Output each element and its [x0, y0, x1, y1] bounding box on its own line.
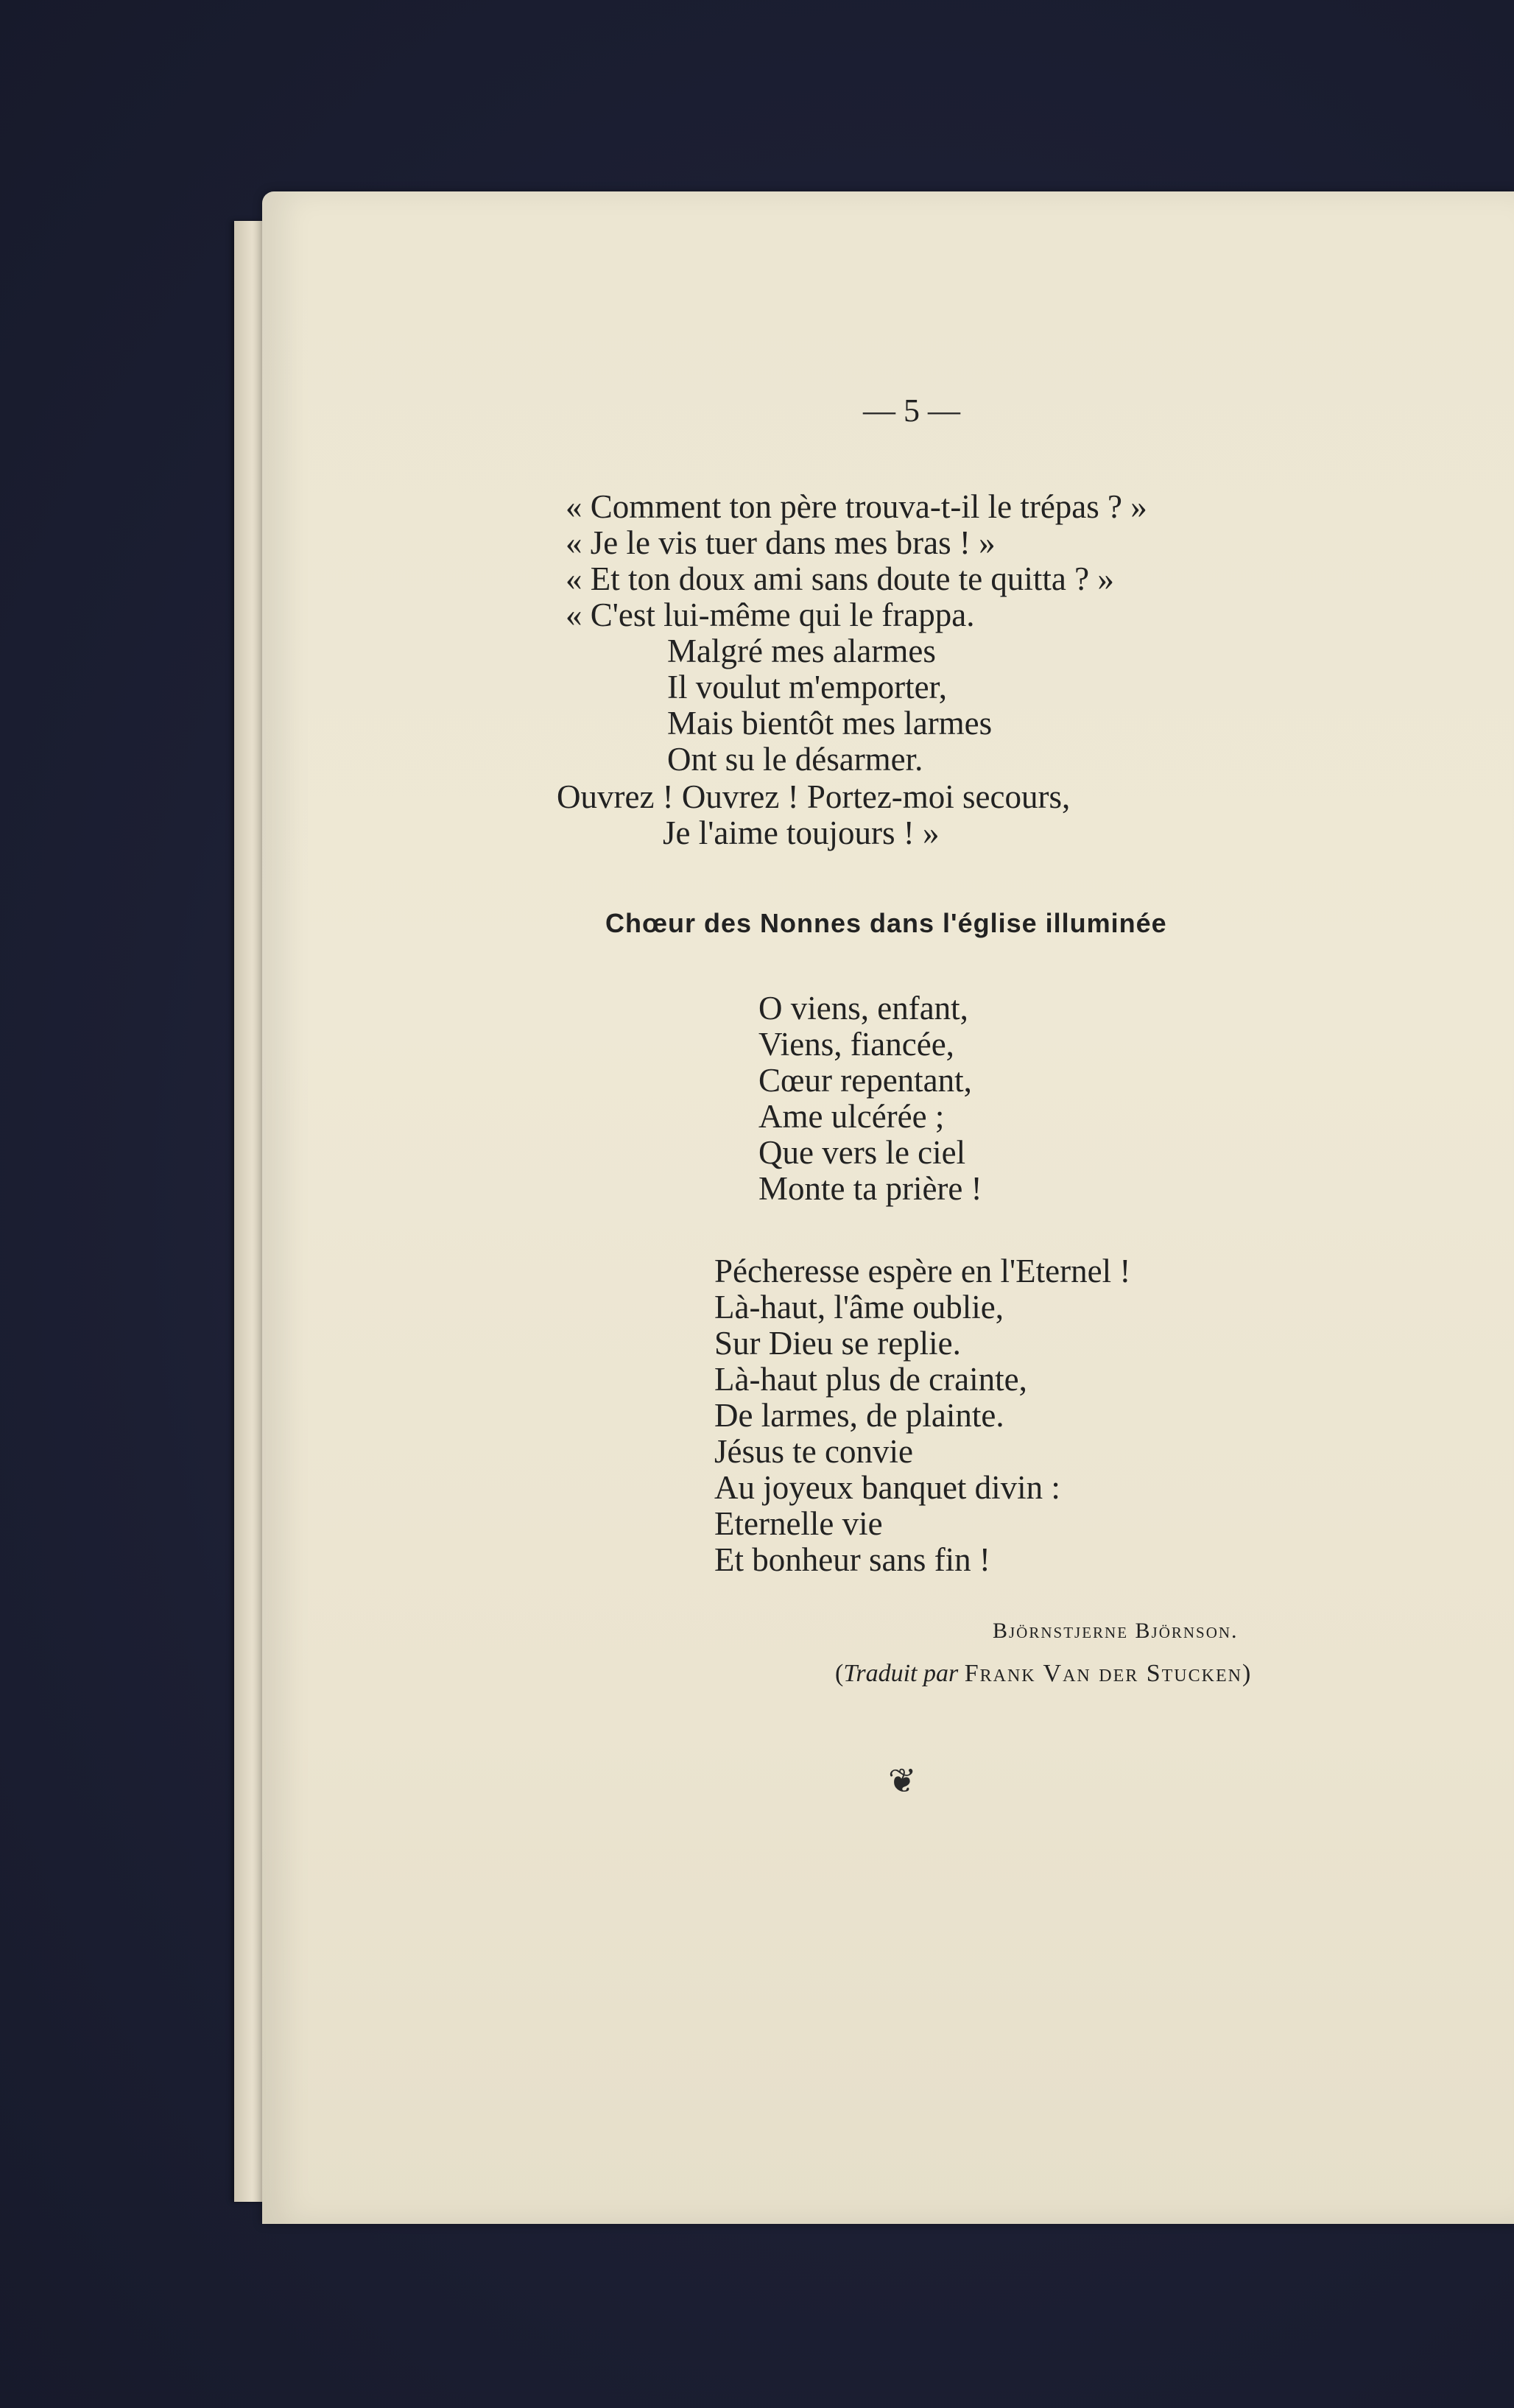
verse-line: Ouvrez ! Ouvrez ! Portez-moi secours, [557, 778, 1071, 815]
verse-line: Viens, fiancée, [758, 1026, 954, 1063]
verse-line: Eternelle vie [714, 1505, 883, 1542]
verse-line: « Et ton doux ami sans doute te quitta ? » [566, 560, 1114, 597]
author-name: Björnstjerne Björnson. [993, 1619, 1239, 1643]
verse-line: Malgré mes alarmes [667, 633, 936, 669]
translated-by-label: Traduit par [843, 1660, 959, 1687]
verse-line: Pécheresse espère en l'Eternel ! [714, 1253, 1131, 1289]
verse-line: Jésus te convie [714, 1433, 913, 1470]
translator-name: Frank Van der Stucken [964, 1660, 1242, 1687]
verse-line: « C'est lui-même qui le frappa. [566, 596, 975, 633]
verse-line: Ame ulcérée ; [758, 1098, 945, 1135]
translator-credit: (Traduit par Frank Van der Stucken) [835, 1660, 1251, 1687]
page-number: — 5 — [863, 392, 960, 429]
verse-line: Au joyeux banquet divin : [714, 1469, 1060, 1506]
section-heading: Chœur des Nonnes dans l'église illuminée [605, 908, 1167, 938]
fleuron-ornament-icon: ❦ [888, 1762, 917, 1800]
verse-line: Sur Dieu se replie. [714, 1325, 961, 1362]
verse-line: Là-haut, l'âme oublie, [714, 1289, 1004, 1326]
verse-line: Monte ta prière ! [758, 1170, 982, 1207]
page-edges [234, 221, 264, 2202]
verse-line: Mais bientôt mes larmes [667, 705, 993, 742]
verse-line: Que vers le ciel [758, 1134, 966, 1171]
verse-line: Et bonheur sans fin ! [714, 1541, 990, 1578]
verse-line: « Je le vis tuer dans mes bras ! » [566, 524, 996, 561]
verse-line: Il voulut m'emporter, [667, 669, 947, 705]
verse-line: « Comment ton père trouva-t-il le trépas ? » [566, 488, 1147, 525]
verse-line: O viens, enfant, [758, 990, 968, 1027]
verse-line: Je l'aime toujours ! » [663, 814, 940, 851]
verse-line: Là-haut plus de crainte, [714, 1361, 1027, 1398]
verse-line: Ont su le désarmer. [667, 741, 923, 778]
verse-line: Cœur repentant, [758, 1062, 972, 1099]
verse-line: De larmes, de plainte. [714, 1397, 1004, 1434]
